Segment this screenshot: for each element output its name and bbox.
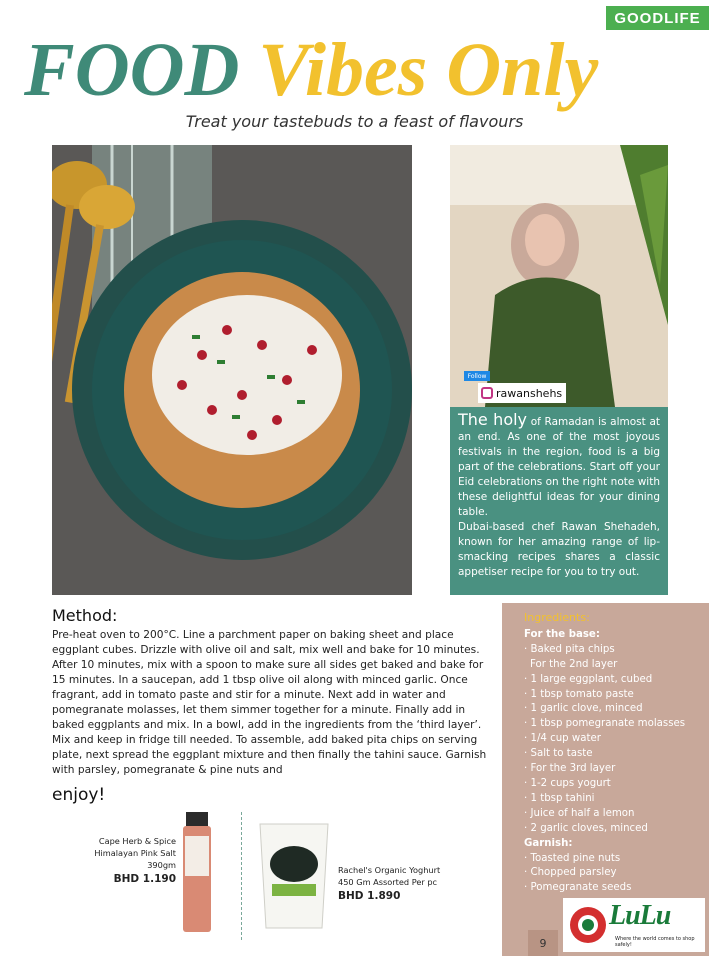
product-yoghurt-name-2: 450 Gm Assorted Per pc xyxy=(338,877,438,887)
product-yoghurt-info xyxy=(338,864,468,902)
page-subtitle: Treat your tastebuds to a feast of flavours xyxy=(185,112,524,131)
title-food: FOOD xyxy=(24,28,240,112)
ingredients-heading: Ingredients: xyxy=(524,611,590,624)
base-heading: For the base: xyxy=(524,628,600,640)
fatteh-dish-photo xyxy=(52,145,412,595)
ingredient-item: · Juice of half a lemon xyxy=(524,807,709,822)
lulu-emblem-icon xyxy=(567,904,609,946)
page-title xyxy=(24,22,684,118)
lulu-tagline: Where the world comes to shop safely! xyxy=(615,936,695,948)
instagram-tag[interactable] xyxy=(478,383,566,403)
ingredient-item: · 1 large eggplant, cubed xyxy=(524,673,709,688)
follow-label: Follow xyxy=(464,371,490,381)
yoghurt-product-image xyxy=(256,820,332,932)
second-layer-heading: For the 2nd layer xyxy=(530,658,618,670)
intro-lead: The holy xyxy=(458,410,528,429)
ingredient-item: · For the 3rd layer xyxy=(524,762,709,777)
instagram-handle: rawanshehs xyxy=(496,386,563,400)
ingredient-item: · 1 garlic clove, minced xyxy=(524,702,709,717)
chef-photo xyxy=(450,145,668,407)
ingredient-item: · 1-2 cups yogurt xyxy=(524,777,709,792)
garnish-heading: Garnish: xyxy=(524,837,573,849)
product-yoghurt-price: BHD 1.890 xyxy=(338,890,401,902)
method-heading: Method: xyxy=(52,606,118,625)
ingredient-item: · Toasted pine nuts xyxy=(524,852,709,867)
method-text: Pre-heat oven to 200°C. Line a parchment paper on baking sheet and place eggplant cubes. Drizzle with olive oil and salt, mix well and bake for 10 minutes. After 10 minutes, mix with a spoon to make sure all sides get baked and bake for 15 minutes. In a saucepan, add 1 tbsp olive oil along with minced garlic. Once fragrant, add in tomato paste and stir for a minute. Next add in water and pomegranate molasses, let them simmer together for a minute. Finally add in baked eggplants and mix. In a bowl, add in the ingredients from the ‘third layer’. Mix and keep in fridge till needed. To assemble, add baked pita chips on serving plate, next spread the eggplant mixture and then finally the tahini sauce. Garnish with parsley, pomegranate & pine nuts and xyxy=(52,629,487,776)
lulu-brand: LuLu xyxy=(609,900,671,931)
ingredient-item: · 2 garlic cloves, minced xyxy=(524,822,709,837)
enjoy-text: enjoy! xyxy=(52,785,106,805)
ingredient-item: · Chopped parsley xyxy=(524,866,709,881)
ingredient-item: · 1 tbsp tahini xyxy=(524,792,709,807)
product-salt-name-2: Himalayan Pink Salt xyxy=(94,848,176,858)
product-yoghurt-name-1: Rachel's Organic Yoghurt xyxy=(338,865,441,875)
title-vibes: Vibes Only xyxy=(258,28,599,112)
page-number: 9 xyxy=(528,930,558,956)
product-salt-size: 390gm xyxy=(147,860,176,870)
intro-paragraph-2: Dubai-based chef Rawan Shehadeh, known for her amazing range of lip-smacking recipes shares a classic appetiser recipe for you to try out. xyxy=(458,521,660,578)
product-divider xyxy=(241,812,242,940)
intro-paragraph-1: The holy of Ramadan is almost at an end. As one of the most joyous festivals in the region, food is a big part of the celebrations. Start off your Eid celebrations on the right note with these delightful ideas for your dining table. xyxy=(458,410,660,518)
intro-text-box xyxy=(450,407,668,595)
lulu-logo xyxy=(563,898,705,952)
instagram-icon xyxy=(481,387,493,399)
ingredient-item: · Baked pita chips xyxy=(524,643,709,658)
product-salt-info xyxy=(92,835,176,885)
ingredient-item: · Pomegranate seeds xyxy=(524,881,709,896)
ingredient-item: · 1 tbsp tomato paste xyxy=(524,688,709,703)
section-badge: GOODLIFE xyxy=(606,6,709,30)
ingredient-item: · 1/4 cup water xyxy=(524,732,709,747)
product-salt-name-1: Cape Herb & Spice xyxy=(98,836,176,846)
ingredient-item: · Salt to taste xyxy=(524,747,709,762)
product-salt-price: BHD 1.190 xyxy=(113,873,176,885)
pink-salt-product-image xyxy=(180,812,214,932)
ingredient-item: · 1 tbsp pomegranate molasses xyxy=(524,717,709,732)
